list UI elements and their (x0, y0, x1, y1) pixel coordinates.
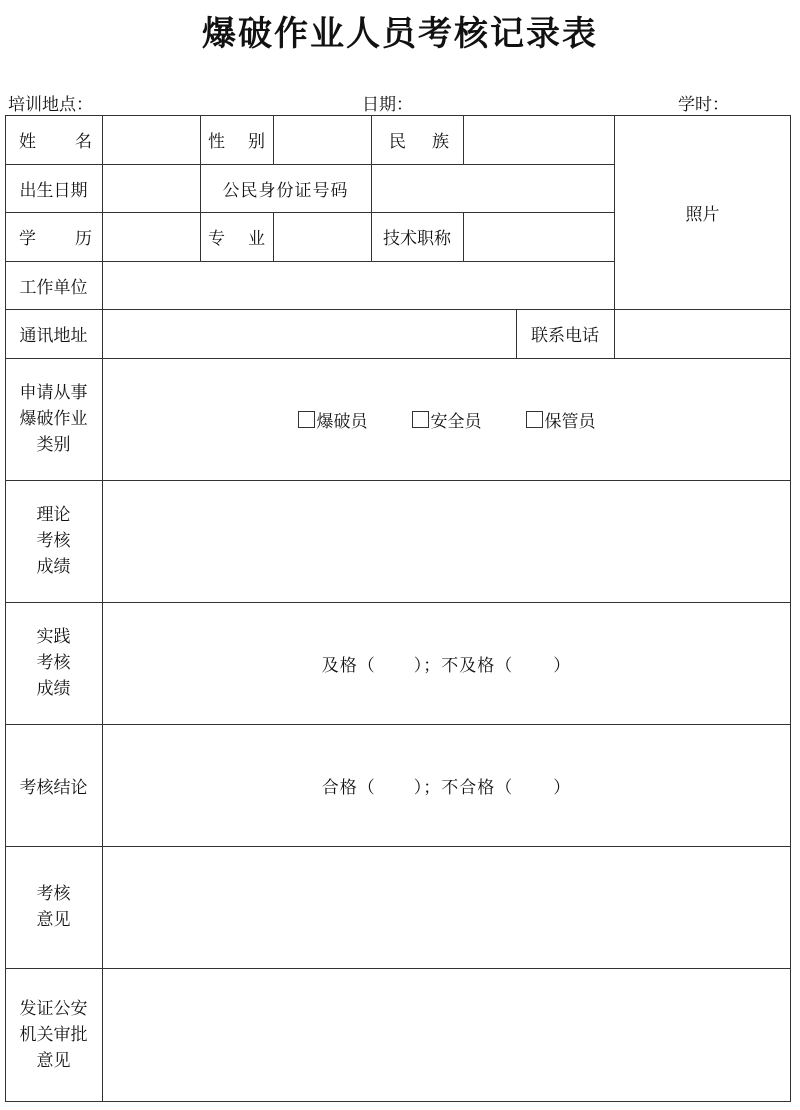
technical-title-field[interactable] (464, 213, 614, 261)
address-label: 通讯地址 (19, 326, 88, 346)
employer-label: 工作单位 (19, 277, 88, 298)
theory-score-label: 理论 考核 成绩 (36, 505, 71, 577)
checkbox-icon[interactable] (412, 411, 429, 428)
education-label: 学 历 (19, 229, 92, 249)
phone-field[interactable] (615, 310, 790, 358)
id-number-label: 公民身份证号码 (222, 180, 349, 201)
major-field[interactable] (274, 213, 371, 261)
date-label: 日期： (362, 95, 413, 115)
form-title: 爆破作业人员考核记录表 (202, 14, 598, 54)
police-approval-label: 发证公安 机关审批 意见 (19, 998, 88, 1071)
education-field[interactable] (103, 213, 200, 261)
ethnicity-label: 民 族 (389, 132, 449, 152)
photo-box[interactable]: 照片 (685, 205, 720, 225)
option-blaster[interactable]: 爆破员 (298, 407, 368, 432)
option-safety-officer[interactable]: 安全员 (412, 407, 482, 432)
police-approval-field[interactable] (103, 969, 790, 1101)
practice-score-label: 实践 考核 成绩 (36, 627, 71, 699)
gender-field[interactable] (274, 116, 371, 164)
training-location-label: 培训地点： (8, 95, 93, 115)
hours-label: 学时： (678, 95, 729, 115)
application-options (103, 359, 790, 480)
address-field[interactable] (103, 310, 516, 358)
conclusion-result: 合格（ ）；不合格（ ） (321, 778, 572, 798)
technical-title-label: 技术职称 (383, 229, 451, 249)
checkbox-icon[interactable] (526, 411, 543, 428)
gender-label: 性 别 (208, 132, 265, 152)
assessment-opinion-field[interactable] (103, 847, 790, 968)
conclusion-label: 考核结论 (19, 777, 88, 798)
ethnicity-field[interactable] (464, 116, 614, 164)
application-category-label: 申请从事 爆破作业 类别 (19, 383, 88, 455)
name-label: 姓 名 (19, 132, 92, 152)
theory-score-field[interactable] (103, 481, 790, 602)
phone-label: 联系电话 (531, 326, 599, 346)
practice-result: 及格（ ）；不及格（ ） (321, 656, 572, 676)
name-field[interactable] (103, 116, 200, 164)
birth-date-label: 出生日期 (19, 180, 88, 201)
employer-field[interactable] (103, 262, 614, 309)
option-custodian[interactable]: 保管员 (526, 407, 596, 432)
major-label: 专 业 (208, 229, 265, 249)
checkbox-icon[interactable] (298, 411, 315, 428)
birth-date-field[interactable] (103, 165, 200, 212)
id-number-field[interactable] (372, 165, 614, 212)
assessment-opinion-label: 考核 意见 (36, 884, 71, 930)
